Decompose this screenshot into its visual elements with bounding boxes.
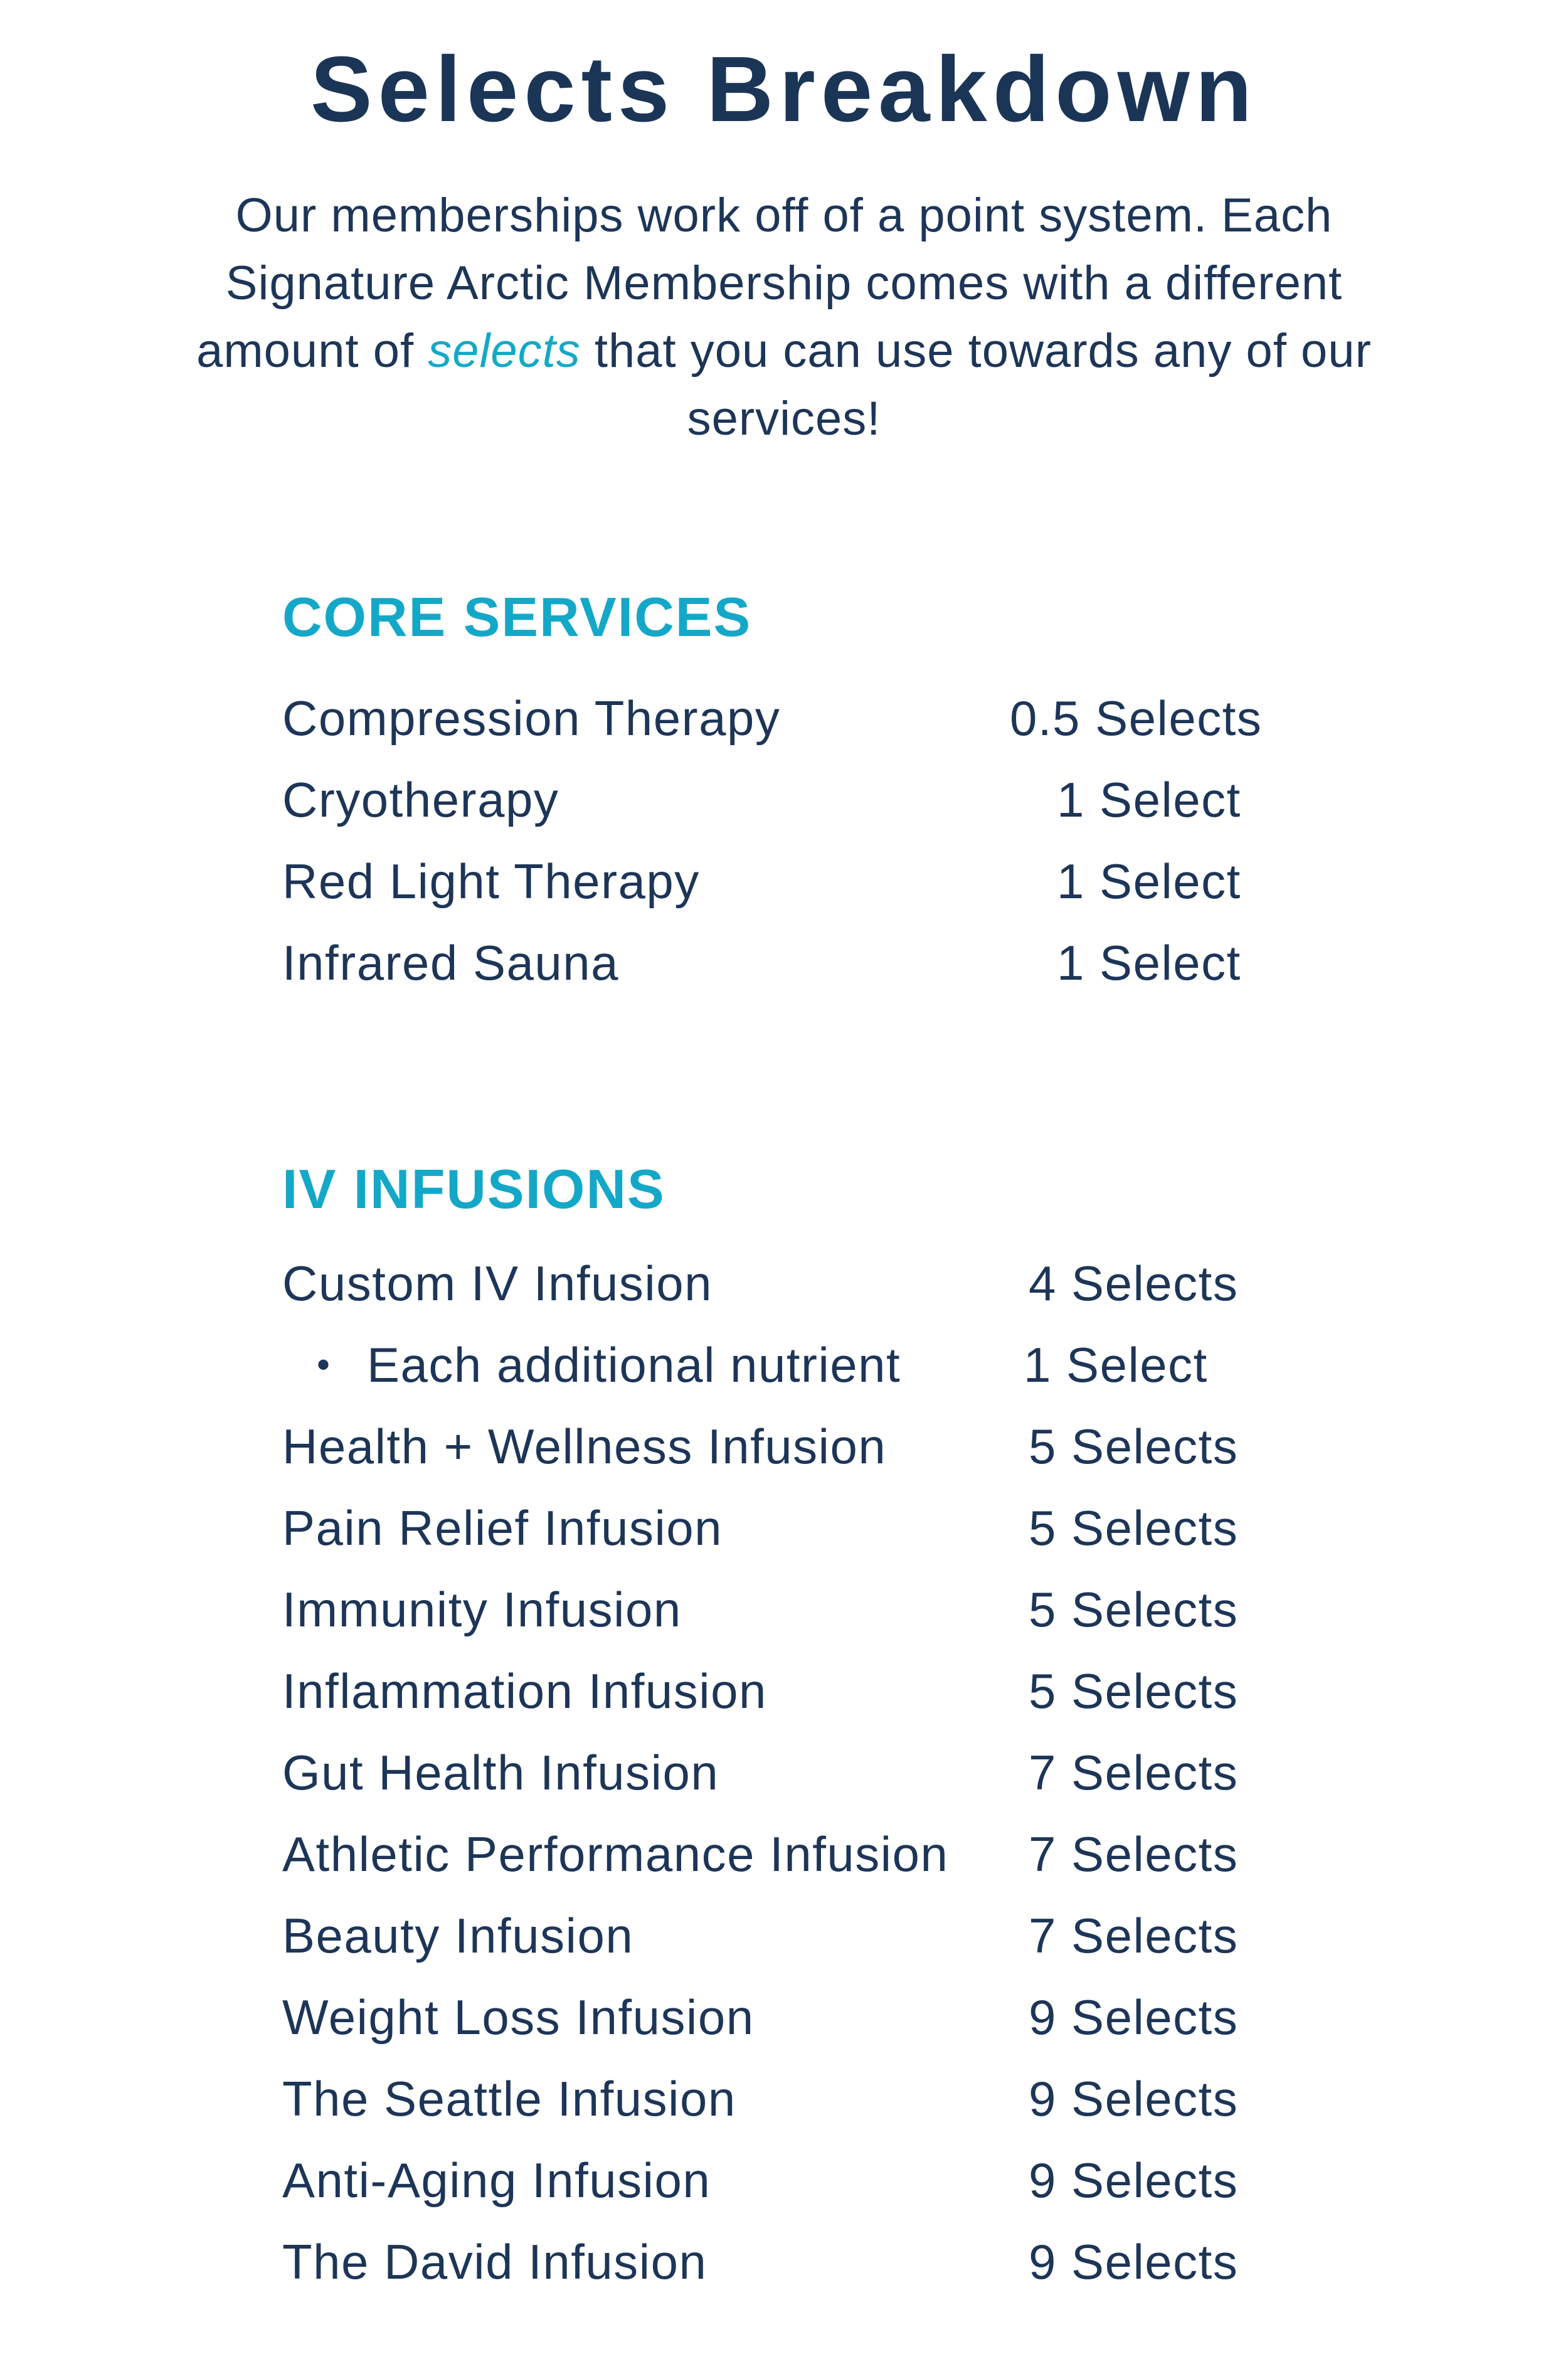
infusion-label: Weight Loss Infusion — [282, 1990, 755, 2045]
service-value: 1 Select — [1057, 772, 1241, 827]
service-value: 1 Select — [1057, 854, 1241, 909]
core-service-row — [282, 687, 1348, 750]
intro-text-after: that you can use towards any of our services! — [580, 324, 1372, 445]
infusion-value: 1 Select — [1024, 1337, 1208, 1392]
infusion-label: Health + Wellness Infusion — [282, 1419, 887, 1474]
service-label: Red Light Therapy — [282, 854, 700, 909]
bullet-icon: • — [317, 1344, 331, 1386]
iv-infusion-row — [282, 1904, 1348, 1967]
iv-infusions-heading: IV INFUSIONS — [282, 1158, 665, 1220]
core-service-row — [282, 850, 1348, 913]
iv-infusion-row — [282, 2230, 1348, 2293]
infusion-value: 5 Selects — [1029, 1500, 1239, 1556]
iv-infusion-row — [282, 1252, 1348, 1315]
infusion-label: The David Infusion — [282, 2234, 707, 2289]
infusion-label: Beauty Infusion — [282, 1908, 634, 1963]
infusion-value: 9 Selects — [1029, 1990, 1239, 2045]
infusion-label: Pain Relief Infusion — [282, 1500, 723, 1556]
iv-infusion-row — [282, 1823, 1348, 1885]
service-label: Cryotherapy — [282, 772, 559, 827]
infusion-value: 5 Selects — [1029, 1663, 1239, 1719]
iv-infusion-subrow — [282, 1333, 1348, 1396]
infusion-value: 5 Selects — [1029, 1582, 1239, 1637]
iv-infusion-row — [282, 1578, 1348, 1641]
core-services-heading: CORE SERVICES — [282, 586, 752, 648]
iv-infusion-row — [282, 1741, 1348, 1804]
infusion-value: 7 Selects — [1029, 1745, 1239, 1800]
infusion-label: Each additional nutrient — [367, 1337, 901, 1392]
infusion-label: Gut Health Infusion — [282, 1745, 719, 1800]
infusion-label: Anti-Aging Infusion — [282, 2153, 711, 2208]
intro-text-before: Our memberships work off of a point system. Each Signature Arctic Membership comes with a different amount of — [196, 189, 1343, 378]
infusion-value: 5 Selects — [1029, 1419, 1239, 1474]
core-service-row — [282, 931, 1348, 994]
infusion-label: Inflammation Infusion — [282, 1663, 767, 1719]
infusion-label: The Seattle Infusion — [282, 2071, 736, 2126]
service-value: 0.5 Selects — [1010, 691, 1263, 746]
iv-infusion-row — [282, 2149, 1348, 2212]
infusion-label: Immunity Infusion — [282, 1582, 682, 1637]
infusion-value: 4 Selects — [1029, 1256, 1239, 1311]
iv-infusion-row — [282, 1415, 1348, 1478]
infusion-value: 9 Selects — [1029, 2234, 1239, 2289]
infusion-value: 9 Selects — [1029, 2071, 1239, 2126]
infusion-value: 7 Selects — [1029, 1826, 1239, 1882]
iv-infusion-row — [282, 1986, 1348, 2049]
iv-infusion-row — [282, 2067, 1348, 2130]
infusion-value: 9 Selects — [1029, 2153, 1239, 2208]
infusion-label: Athletic Performance Infusion — [282, 1826, 949, 1882]
service-value: 1 Select — [1057, 935, 1241, 990]
infusion-value: 7 Selects — [1029, 1908, 1239, 1963]
service-label: Infrared Sauna — [282, 935, 620, 990]
intro-highlight: selects — [428, 324, 581, 378]
iv-infusion-row — [282, 1660, 1348, 1722]
core-service-row — [282, 768, 1348, 831]
intro-paragraph — [188, 182, 1380, 453]
page-title: Selects Breakdown — [310, 38, 1258, 141]
infusion-label: Custom IV Infusion — [282, 1256, 712, 1311]
service-label: Compression Therapy — [282, 691, 781, 746]
iv-infusion-row — [282, 1497, 1348, 1559]
